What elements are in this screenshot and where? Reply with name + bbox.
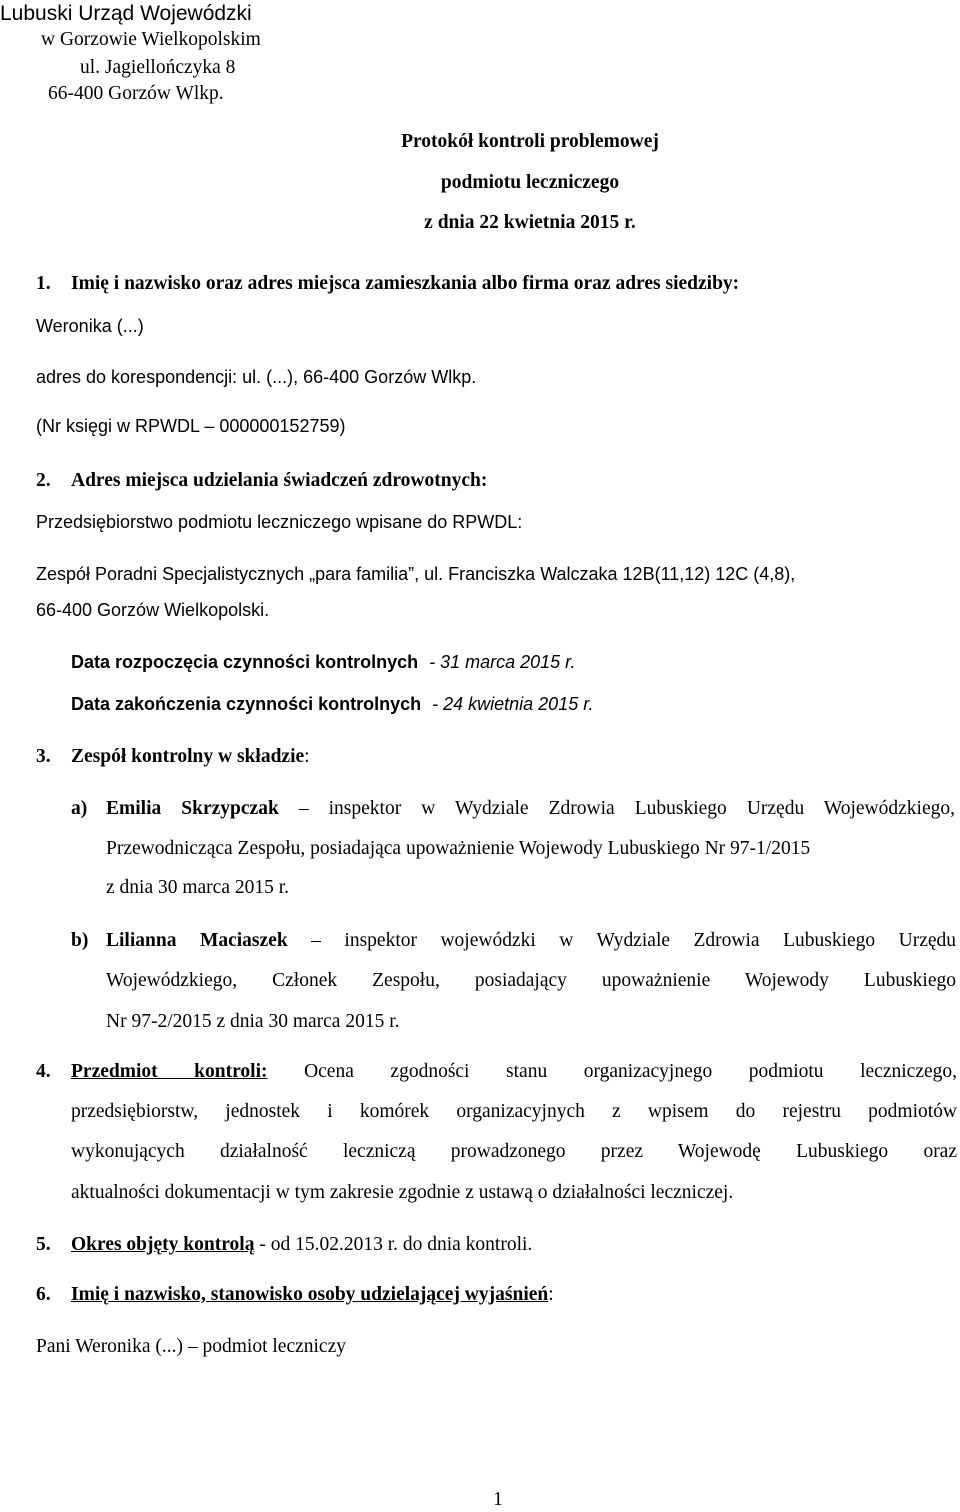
document-subtitle: podmiotu leczniczego	[440, 172, 620, 193]
section-4-number: 4.	[36, 1061, 51, 1082]
section-2-number: 2.	[36, 470, 51, 491]
member-a-line3: z dnia 30 marca 2015 r.	[106, 877, 290, 898]
office-name: Lubuski Urząd Wojewódzki	[0, 2, 252, 25]
section-4-text1: Ocena zgodności stanu organizacyjnego podmiotu leczniczego,	[304, 1061, 958, 1082]
register-number: (Nr księgi w RPWDL – 000000152759)	[36, 416, 346, 436]
section-3-number: 3.	[36, 746, 51, 767]
section-2-heading: Adres miejsca udzielania świadczeń zdrowotnych:	[71, 470, 488, 491]
member-b-marker: b)	[71, 930, 89, 951]
section-1-heading: Imię i nazwisko oraz adres miejsca zamieszkania albo firma oraz adres siedziby:	[71, 273, 740, 294]
control-end-row	[71, 692, 594, 716]
control-start-label: Data rozpoczęcia czynności kontrolnych	[71, 652, 419, 672]
control-start-date: - 31 marca 2015 r.	[429, 652, 576, 672]
section-5-number: 5.	[36, 1234, 51, 1255]
section-4-heading: Przedmiot kontroli:	[71, 1061, 268, 1082]
section-6-number: 6.	[36, 1284, 51, 1305]
document-date: z dnia 22 kwietnia 2015 r.	[424, 212, 636, 233]
office-city: w Gorzowie Wielkopolskim	[41, 29, 261, 50]
section-5-row	[71, 1233, 532, 1257]
section-4-line2: przedsiębiorstw, jednostek i komórek organizacyjnych z wpisem do rejestru podmiotów	[71, 1101, 957, 1122]
section-4-line4: aktualności dokumentacji w tym zakresie zgodnie z ustawą o działalności leczniczej.	[71, 1182, 734, 1203]
member-b-line2: Wojewódzkiego, Członek Zespołu, posiadający upoważnienie Wojewody Lubuskiego	[106, 970, 956, 991]
member-a-name: Emilia Skrzypczak	[106, 798, 279, 819]
section-6-colon: :	[548, 1284, 554, 1305]
member-a-line1	[106, 797, 955, 821]
member-a-marker: a)	[71, 798, 88, 819]
subject-name: Weronika (...)	[36, 316, 144, 336]
correspondence-address: adres do korespondencji: ul. (...), 66-400 Gorzów Wlkp.	[36, 367, 477, 387]
member-b-role: – inspektor wojewódzki w Wydziale Zdrowia Lubuskiego Urzędu	[311, 930, 957, 951]
section-6-row	[71, 1283, 554, 1307]
explaining-person: Pani Weronika (...) – podmiot leczniczy	[36, 1336, 346, 1357]
control-end-date: - 24 kwietnia 2015 r.	[432, 694, 594, 714]
section-6-heading: Imię i nazwisko, stanowisko osoby udzielającej wyjaśnień	[71, 1284, 549, 1305]
enterprise-address-line2: 66-400 Gorzów Wielkopolski.	[36, 600, 270, 620]
section-4-line1	[71, 1060, 957, 1084]
document-title: Protokół kontroli problemowej	[401, 131, 659, 152]
section-3-colon: :	[304, 746, 310, 767]
member-b-line1	[106, 929, 956, 953]
member-b-line3: Nr 97-2/2015 z dnia 30 marca 2015 r.	[106, 1011, 400, 1032]
enterprise-address-line1: Zespół Poradni Specjalistycznych „para familia”, ul. Franciszka Walczaka 12B(11,12) 12C (4,8),	[36, 564, 796, 584]
member-b-name: Lilianna Maciaszek	[106, 930, 288, 951]
section-5-heading: Okres objęty kontrolą	[71, 1234, 255, 1255]
member-a-line2: Przewodnicząca Zespołu, posiadająca upoważnienie Wojewody Lubuskiego Nr 97-1/2015	[106, 838, 811, 859]
section-4-line3: wykonujących działalność leczniczą prowadzonego przez Wojewodę Lubuskiego oraz	[71, 1141, 957, 1162]
member-a-role: – inspektor w Wydziale Zdrowia Lubuskiego Urzędu Wojewódzkiego,	[298, 798, 955, 819]
section-3-heading: Zespół kontrolny w składzie	[71, 746, 305, 767]
section-1-number: 1.	[36, 273, 51, 294]
office-postcode: 66-400 Gorzów Wlkp.	[48, 83, 224, 104]
control-start-row	[71, 650, 576, 674]
page-number: 1	[493, 1489, 503, 1510]
control-end-label: Data zakończenia czynności kontrolnych	[71, 694, 422, 714]
enterprise-label: Przedsiębiorstwo podmiotu leczniczego wpisane do RPWDL:	[36, 512, 523, 532]
section-5-text: - od 15.02.2013 r. do dnia kontroli.	[254, 1234, 533, 1255]
section-3-heading-row	[71, 745, 310, 769]
office-street: ul. Jagiellończyka 8	[80, 57, 236, 78]
